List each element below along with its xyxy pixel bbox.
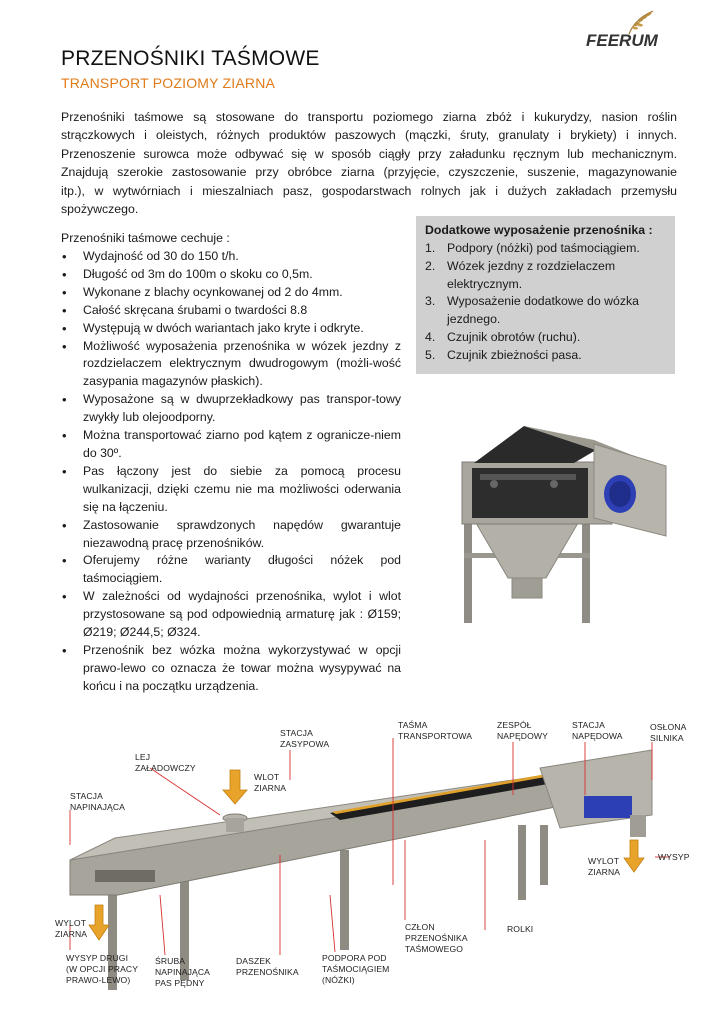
label-wlot-ziarna-top [254, 772, 286, 794]
page-title: PRZENOŚNIKI TAŚMOWE [61, 47, 320, 70]
equipment-item [425, 329, 669, 347]
label-line: ZIARNA [588, 867, 621, 877]
label-line: STACJA [572, 720, 605, 730]
label-wylot-ziarna-left [55, 918, 87, 940]
logo-wordmark: FEERUM [586, 31, 658, 50]
label-wylot-ziarna-right [588, 856, 620, 878]
equipment-item [425, 293, 669, 329]
feature-item: • Można transportować ziarno pod kątem z ogranicze-niem do 30º. [61, 427, 401, 463]
label-line: ŚRUBA [155, 956, 186, 966]
intro-paragraph [61, 108, 677, 218]
label-line: NAPINAJĄCA [70, 802, 125, 812]
label-line: (NÓŻKI) [322, 975, 355, 985]
label-line: WYLOT [55, 918, 87, 928]
label-stacja-napinajaca [70, 791, 125, 813]
intro-line: strączkowych i oleistych, różnych produktów paszowych (mączki, śruty, granulaty i brykiety) i innych. [61, 128, 677, 143]
label-line: PAS PĘDNY [155, 978, 205, 988]
label-line: PRZENOŚNIKA [405, 933, 468, 943]
equipment-text: Czujnik zbieżności pasa. [447, 347, 582, 362]
feature-item: • Zastosowanie sprawdzonych napędów gwarantuje niezawodną pracę przenośników. [61, 517, 401, 553]
conveyor-cross-section-image [454, 418, 684, 630]
label-daszek-przenosnika [236, 956, 299, 978]
label-line: ROLKI [507, 924, 534, 934]
page-subtitle: TRANSPORT POZIOMY ZIARNA [61, 75, 276, 91]
label-line: NAPINAJĄCA [155, 967, 210, 977]
equipment-num: 4. [425, 329, 436, 344]
intro-line: Przenoszenie surowca może odbywać się w sposób ciągły przy załadunku ręcznym lub mechanicznym. [61, 146, 677, 161]
label-line: TAŚMOCIĄGIEM [322, 964, 390, 974]
label-wysyp [658, 852, 690, 863]
feature-item: • Wyposażone są w dwuprzekładkowy pas transpor-towy zwykły lub olejoodporny. [61, 391, 401, 427]
label-sruba-napinajaca [155, 956, 210, 989]
label-stacja-zasypowa [280, 728, 329, 750]
label-tasma-transportowa [398, 720, 472, 742]
label-line: (W OPCJI PRACY [66, 964, 139, 974]
label-wysyp-drugi [66, 953, 138, 986]
equipment-list [425, 240, 669, 365]
feerum-logo [583, 8, 683, 52]
label-line: CZŁON [405, 922, 435, 932]
label-line: ZASYPOWA [280, 739, 330, 749]
intro-line: Przenośniki taśmowe są stosowane do transportu poziomego ziarna zbóż i kukurydzy, nasion roślin [61, 110, 677, 124]
equipment-item [425, 347, 669, 365]
label-line: PRZENOŚNIKA [236, 967, 299, 977]
features-heading: Przenośniki taśmowe cechuje : [61, 231, 230, 245]
label-line: ZIARNA [55, 929, 88, 939]
label-line: PRAWO-LEWO) [66, 975, 131, 985]
label-line: ZESPÓŁ [497, 720, 532, 730]
feature-item: • Przenośnik bez wózka można wykorzystywać w opcji prawo-lewo co oznacza że towar można wysypywać na końcu i na początku urządzenia. [61, 642, 401, 696]
label-line: OSŁONA [650, 722, 687, 732]
label-line: DASZEK [236, 956, 271, 966]
label-stacja-napedowa [572, 720, 623, 742]
equipment-text: Wyposażenie dodatkowe do wózka jezdnego. [447, 294, 639, 327]
equipment-num: 3. [425, 294, 436, 309]
label-line: PODPORA POD [322, 953, 387, 963]
label-line: TAŚMA [398, 720, 428, 730]
label-line: ZAŁADOWCZY [135, 763, 196, 773]
intro-line: spożywczego. [61, 202, 139, 217]
label-line: STACJA [70, 791, 103, 801]
features-list [61, 248, 401, 696]
feature-item: • W zależności od wydajności przenośnika, wylot i wlot przystosowane są pod odpowiednią armaturę jak : Ø159; Ø219; Ø244,5; Ø324. [61, 588, 401, 642]
label-line: WYSYP [658, 852, 690, 862]
feature-item: • Możliwość wyposażenia przenośnika w wózek jezdny z rozdzielaczem elektrycznym dwudrogowym (możli-wość zasypania magazynów płaskich). [61, 338, 401, 392]
feature-item: • Długość od 3m do 100m o skoku co 0,5m. [61, 266, 401, 284]
label-line: WYSYP DRUGI [66, 953, 129, 963]
label-line: LEJ [135, 752, 151, 762]
equipment-text: Podpory (nóżki) pod taśmociągiem. [447, 241, 640, 255]
equipment-box [416, 216, 675, 374]
feature-item: • Całość skręcana śrubami o twardości 8.8 [61, 302, 401, 320]
label-line: WLOT [254, 772, 280, 782]
label-line: NAPĘDOWA [572, 731, 623, 741]
label-line: ZIARNA [254, 783, 287, 793]
feature-item: • Wykonane z blachy ocynkowanej od 2 do 4mm. [61, 284, 401, 302]
equipment-item [425, 258, 669, 294]
label-line: TAŚMOWEGO [405, 944, 464, 954]
label-line: TRANSPORTOWA [398, 731, 473, 741]
equipment-num: 2. [425, 258, 436, 273]
equipment-item [425, 240, 669, 258]
label-oslona-silnika [650, 722, 686, 744]
label-zespol-napedowy [497, 720, 548, 742]
feature-item: • Oferujemy różne warianty długości nóżek pod taśmociągiem. [61, 552, 401, 588]
label-lej-zaladowczy [135, 752, 196, 774]
equipment-num: 5. [425, 347, 436, 362]
intro-line: Znajdują szerokie zastosowanie przy obróbce ziarna (przyjęcie, czyszczenie, suszenie, magazynowanie [61, 165, 677, 180]
label-podpora [322, 953, 389, 986]
equipment-text: Wózek jezdny z rozdzielaczem elektrycznym. [447, 258, 616, 291]
label-line: WYLOT [588, 856, 620, 866]
label-line: SILNIKA [650, 733, 684, 743]
label-rolki [507, 924, 533, 935]
label-line: NAPĘDOWY [497, 731, 548, 741]
label-czlon-przenosnika [405, 922, 468, 955]
feature-item: • Wydajność od 30 do 150 t/h. [61, 248, 401, 266]
feature-item: • Występują w dwóch wariantach jako kryte i odkryte. [61, 320, 401, 338]
equipment-num: 1. [425, 241, 436, 255]
equipment-title: Dodatkowe wyposażenie przenośnika : [425, 223, 653, 237]
feature-item: • Pas łączony jest do siebie za pomocą procesu wulkanizacji, dzięki czemu nie ma możliwości oderwania się na łączeniu. [61, 463, 401, 517]
label-line: STACJA [280, 728, 313, 738]
intro-line: itp.), w wytwórniach i mieszalniach pasz, gospodarstwach rolnych jak i dużych zakładach przemysłu [61, 183, 677, 198]
equipment-text: Czujnik obrotów (ruchu). [447, 329, 581, 344]
